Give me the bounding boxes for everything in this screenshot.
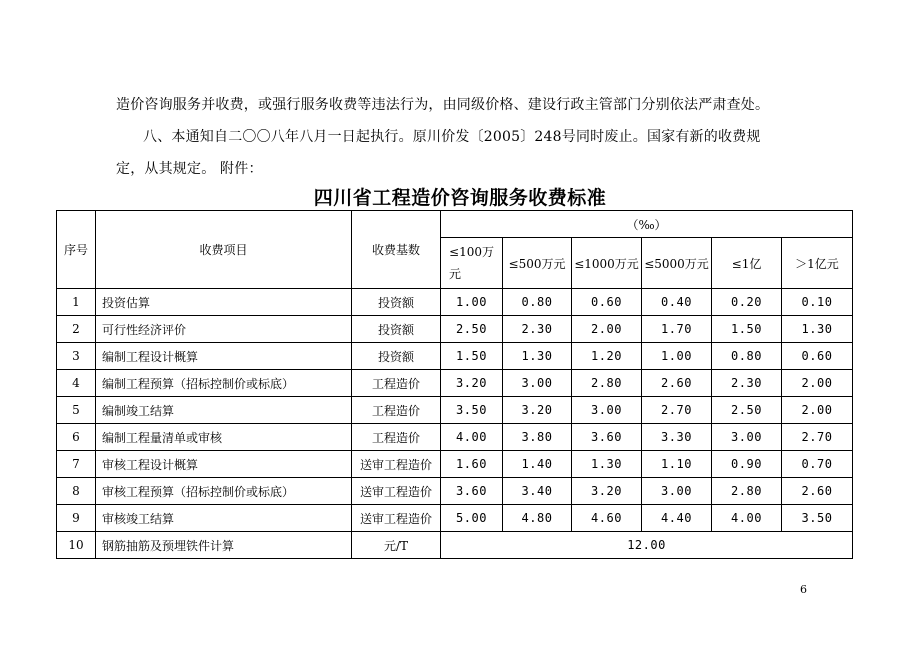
row-value: 3.20 xyxy=(503,397,572,424)
row-value: 3.20 xyxy=(441,370,503,397)
row-value: 0.60 xyxy=(782,343,853,370)
row-value: 2.50 xyxy=(712,397,782,424)
header-base: 收费基数 xyxy=(352,211,441,289)
row-number: 1 xyxy=(57,289,96,316)
row-item: 审核工程预算（招标控制价或标底） xyxy=(96,478,352,505)
row-value: 2.80 xyxy=(572,370,642,397)
row-item: 钢筋抽筋及预埋铁件计算 xyxy=(96,532,352,559)
row-value: 4.60 xyxy=(572,505,642,532)
row-number: 4 xyxy=(57,370,96,397)
row-base: 工程造价 xyxy=(352,424,441,451)
row-value: 4.00 xyxy=(441,424,503,451)
table-row xyxy=(57,289,853,316)
row-value: 4.80 xyxy=(503,505,572,532)
row-value: 1.50 xyxy=(712,316,782,343)
row-base: 投资额 xyxy=(352,316,441,343)
table-row xyxy=(57,424,853,451)
header-unit: （‰） xyxy=(441,211,853,238)
row-value: 4.00 xyxy=(712,505,782,532)
row-value: 2.50 xyxy=(441,316,503,343)
table-row xyxy=(57,343,853,370)
row-item: 编制竣工结算 xyxy=(96,397,352,424)
row-base: 元/T xyxy=(352,532,441,559)
row-value: 3.00 xyxy=(572,397,642,424)
row-item: 编制工程设计概算 xyxy=(96,343,352,370)
fee-table xyxy=(56,210,853,559)
row-value: 2.60 xyxy=(642,370,712,397)
row-value: 2.70 xyxy=(642,397,712,424)
row-value: 1.00 xyxy=(441,289,503,316)
header-seq: 序号 xyxy=(57,211,96,289)
row-value: 2.30 xyxy=(503,316,572,343)
header-tier-6: ＞1亿元 xyxy=(782,238,853,289)
row-value: 1.30 xyxy=(782,316,853,343)
paragraph-line-1: 造价咨询服务并收费，或强行服务收费等违法行为，由同级价格、建设行政主管部门分别依法严肃查处。 xyxy=(116,97,770,113)
row-value: 3.00 xyxy=(503,370,572,397)
header-item: 收费项目 xyxy=(96,211,352,289)
table-title: 四川省工程造价咨询服务收费标准 xyxy=(313,187,607,209)
paragraph-line-2: 八、本通知自二〇〇八年八月一日起执行。原川价发〔2005〕248号同时废止。国家有新的收费规 xyxy=(143,129,761,145)
row-value: 4.40 xyxy=(642,505,712,532)
row-item: 审核竣工结算 xyxy=(96,505,352,532)
table-row xyxy=(57,478,853,505)
row-value: 1.50 xyxy=(441,343,503,370)
row-number: 6 xyxy=(57,424,96,451)
row-value: 0.80 xyxy=(503,289,572,316)
row-value: 3.00 xyxy=(642,478,712,505)
row-item: 审核工程设计概算 xyxy=(96,451,352,478)
header-tier-3: ≤1000万元 xyxy=(572,238,642,289)
header-tier-1 xyxy=(441,238,503,289)
row-value: 5.00 xyxy=(441,505,503,532)
row-value: 2.00 xyxy=(782,397,853,424)
row-item: 编制工程量清单或审核 xyxy=(96,424,352,451)
row-value: 1.00 xyxy=(642,343,712,370)
row-base: 工程造价 xyxy=(352,370,441,397)
row-value: 0.90 xyxy=(712,451,782,478)
row-base: 投资额 xyxy=(352,343,441,370)
row-value: 3.50 xyxy=(782,505,853,532)
row-value: 3.60 xyxy=(441,478,503,505)
row-value: 1.70 xyxy=(642,316,712,343)
row-value: 1.40 xyxy=(503,451,572,478)
row-value: 1.60 xyxy=(441,451,503,478)
row-value: 2.30 xyxy=(712,370,782,397)
row-value: 1.10 xyxy=(642,451,712,478)
table-row xyxy=(57,451,853,478)
row-item: 可行性经济评价 xyxy=(96,316,352,343)
row-merged-value: 12.00 xyxy=(441,532,853,559)
row-item: 编制工程预算（招标控制价或标底） xyxy=(96,370,352,397)
row-value: 0.10 xyxy=(782,289,853,316)
row-value: 2.80 xyxy=(712,478,782,505)
row-number: 8 xyxy=(57,478,96,505)
table-row xyxy=(57,370,853,397)
row-value: 0.40 xyxy=(642,289,712,316)
row-number: 3 xyxy=(57,343,96,370)
table-row xyxy=(57,316,853,343)
row-value: 0.70 xyxy=(782,451,853,478)
row-number: 7 xyxy=(57,451,96,478)
row-value: 3.60 xyxy=(572,424,642,451)
row-value: 3.50 xyxy=(441,397,503,424)
row-value: 2.60 xyxy=(782,478,853,505)
row-base: 工程造价 xyxy=(352,397,441,424)
row-base: 送审工程造价 xyxy=(352,451,441,478)
row-value: 2.70 xyxy=(782,424,853,451)
row-value: 3.40 xyxy=(503,478,572,505)
header-row-1 xyxy=(57,211,853,238)
table-row xyxy=(57,397,853,424)
row-item: 投资估算 xyxy=(96,289,352,316)
paragraph-line-3: 定，从其规定。 附件： xyxy=(116,161,263,177)
header-tier-5: ≤1亿 xyxy=(712,238,782,289)
row-value: 1.30 xyxy=(503,343,572,370)
row-value: 1.30 xyxy=(572,451,642,478)
row-base: 送审工程造价 xyxy=(352,505,441,532)
row-number: 9 xyxy=(57,505,96,532)
row-value: 1.20 xyxy=(572,343,642,370)
header-tier-1-line1: ≤100万 xyxy=(449,245,494,259)
row-number: 2 xyxy=(57,316,96,343)
row-value: 3.20 xyxy=(572,478,642,505)
header-tier-2: ≤500万元 xyxy=(503,238,572,289)
row-value: 2.00 xyxy=(782,370,853,397)
row-number: 5 xyxy=(57,397,96,424)
row-value: 0.60 xyxy=(572,289,642,316)
table-row-10 xyxy=(57,532,853,559)
row-base: 投资额 xyxy=(352,289,441,316)
row-base: 送审工程造价 xyxy=(352,478,441,505)
row-number: 10 xyxy=(57,532,96,559)
row-value: 0.20 xyxy=(712,289,782,316)
row-value: 3.00 xyxy=(712,424,782,451)
page-number: 6 xyxy=(800,583,807,596)
header-tier-1-line2: 元 xyxy=(449,267,462,281)
table-row xyxy=(57,505,853,532)
row-value: 0.80 xyxy=(712,343,782,370)
header-tier-4: ≤5000万元 xyxy=(642,238,712,289)
row-value: 3.30 xyxy=(642,424,712,451)
row-value: 3.80 xyxy=(503,424,572,451)
row-value: 2.00 xyxy=(572,316,642,343)
